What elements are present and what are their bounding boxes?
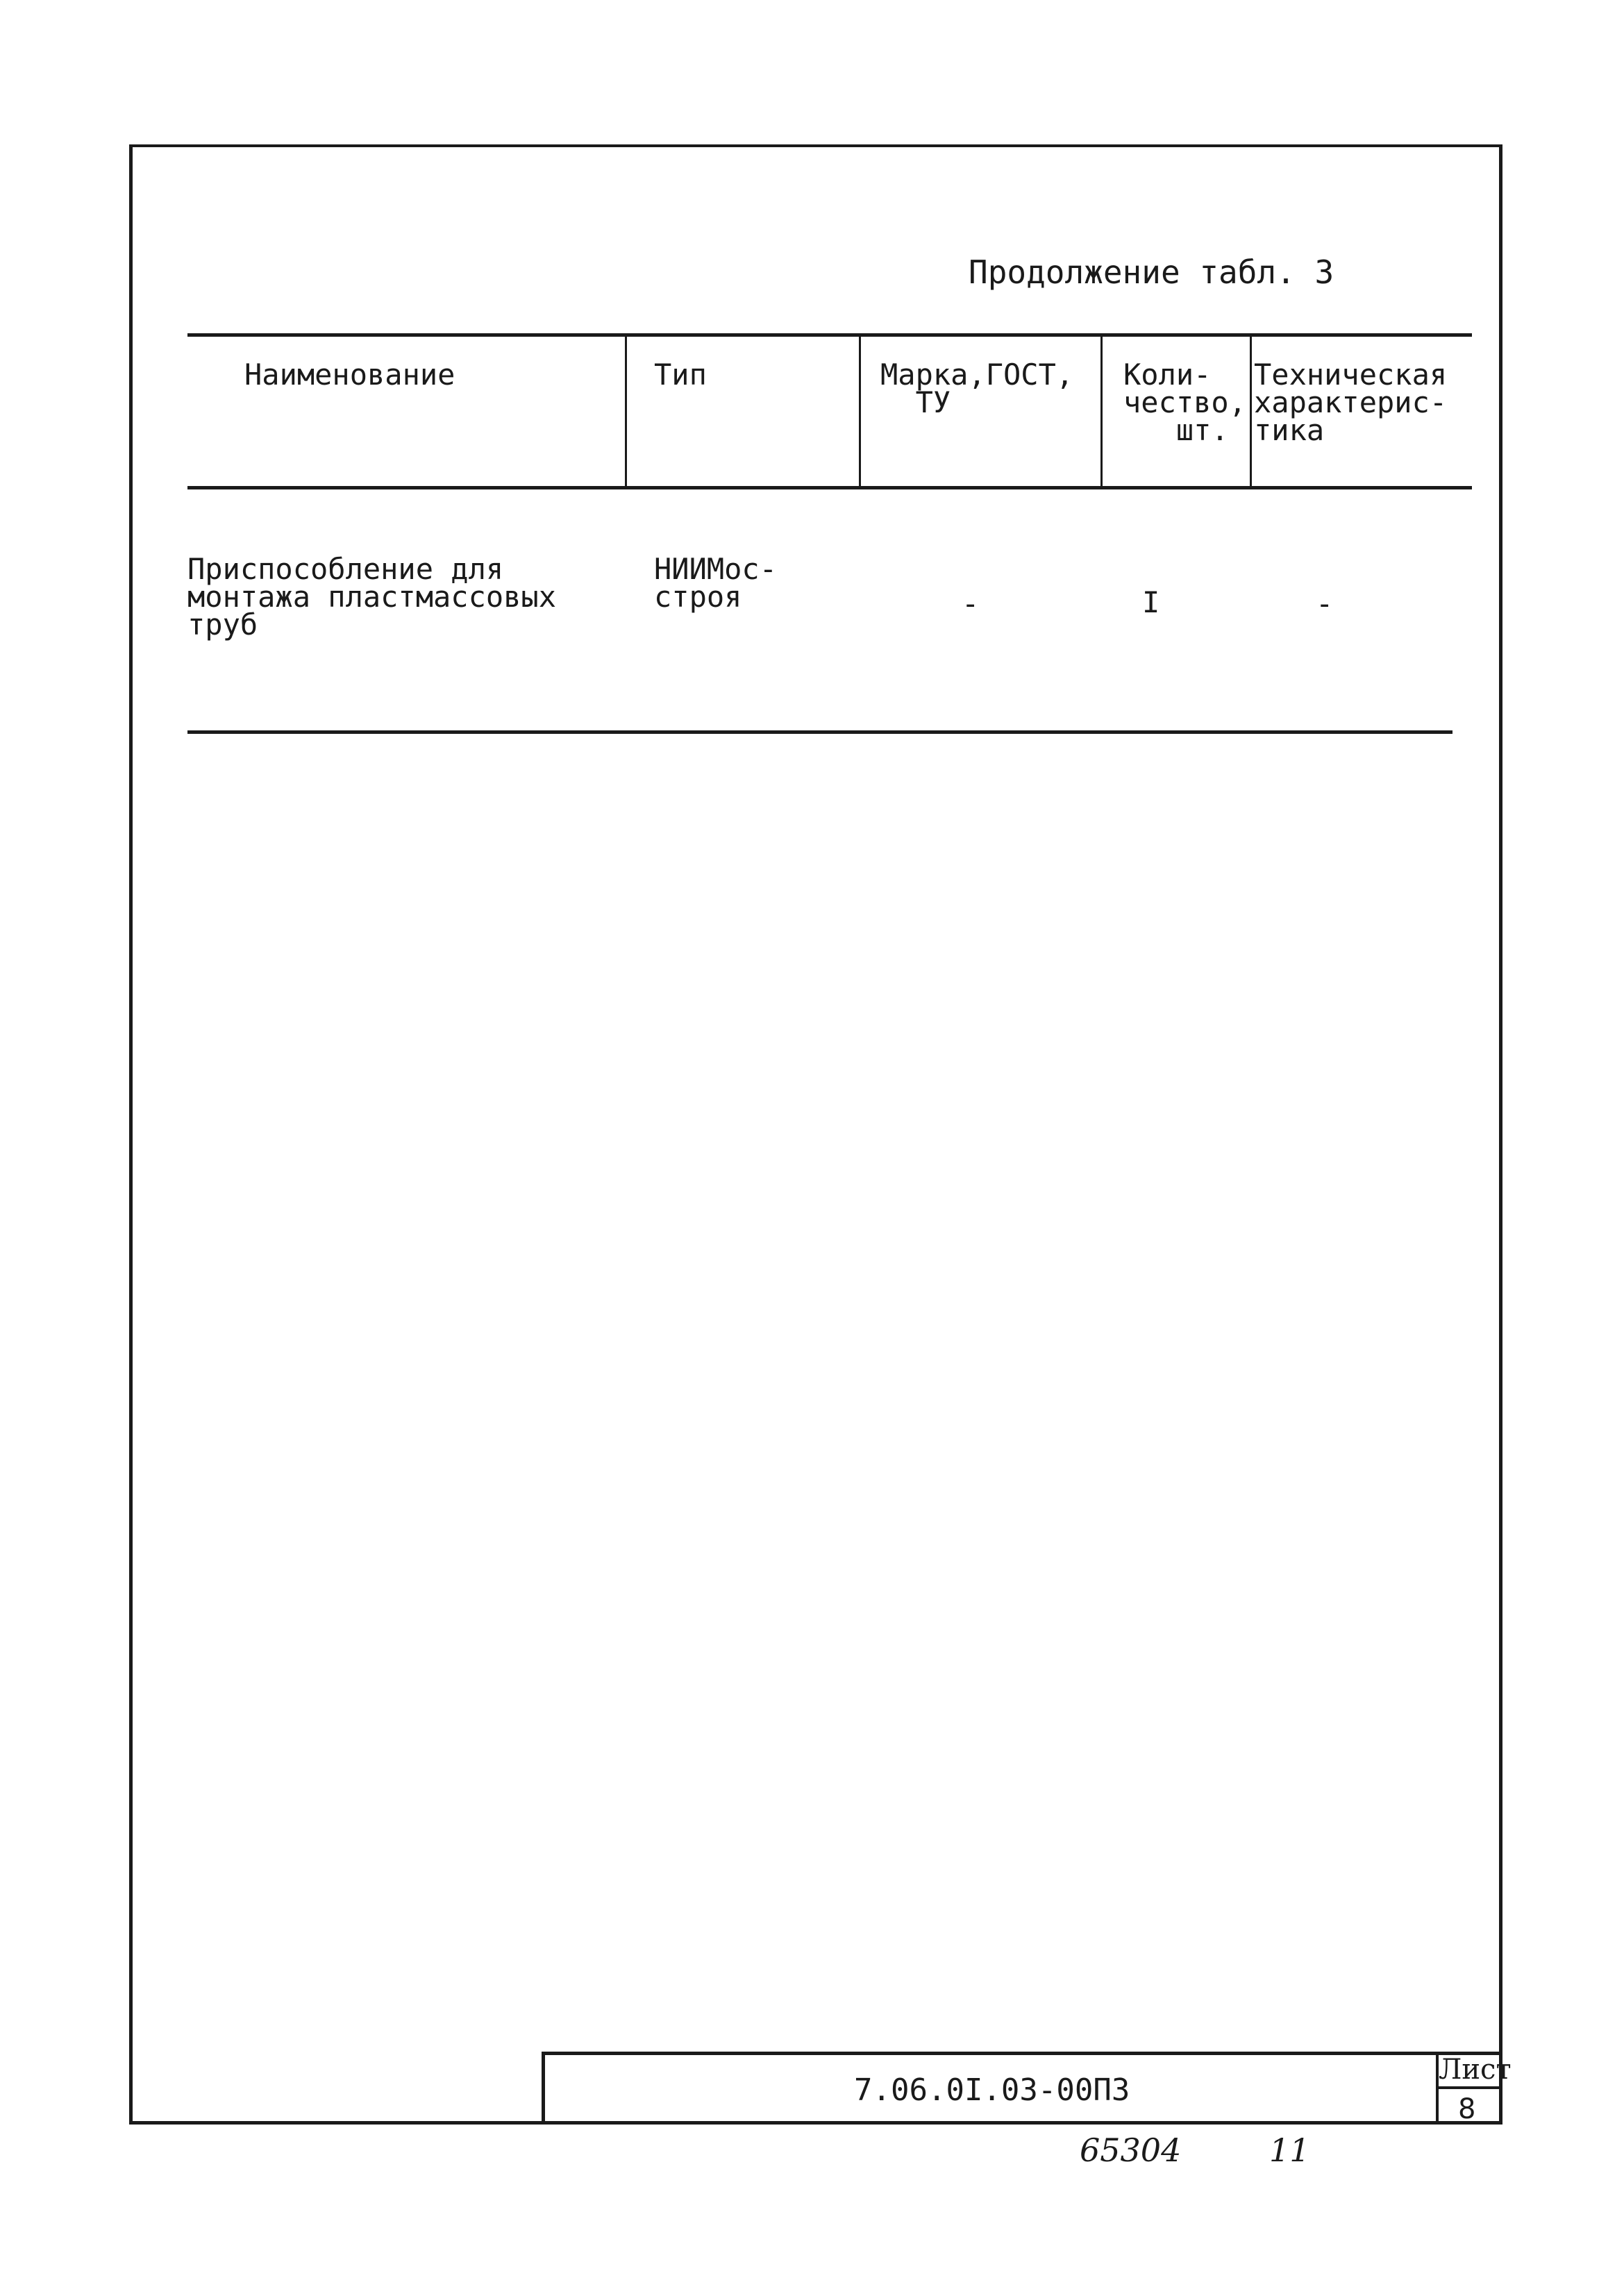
sheet-box-divider [1436,2086,1502,2089]
row-1-brand: - [962,587,980,621]
column-divider-1 [625,336,627,487]
handwritten-suffix: 11 [1269,2131,1310,2169]
document-code: 7.06.0I.03-00ПЗ [854,2072,1130,2108]
column-divider-3 [1100,336,1103,487]
handwritten-number: 65304 [1080,2131,1182,2169]
row-1-quantity: I [1142,585,1160,619]
sheet-label: Лист [1439,2054,1512,2086]
continuation-label: Продолжение табл. 3 [969,253,1334,291]
table-header-rule [187,486,1472,489]
table-bottom-rule [187,730,1453,734]
sheet-number: 8 [1458,2093,1476,2125]
header-brand: Марка,ГОСТ, ТУ [880,358,1074,419]
header-name: Наименование [244,358,455,392]
header-type: Тип [654,358,707,392]
row-1-type: НИИМос- строя [654,552,778,614]
header-characteristic: Техническая характерис- тика [1254,358,1448,447]
row-1-characteristic: - [1316,587,1334,621]
table-top-rule [187,333,1472,337]
row-1-name: Приспособление для монтажа пластмассовых труб [187,552,557,642]
header-quantity: Коли- чество, шт. [1123,358,1247,447]
column-divider-4 [1250,336,1252,487]
column-divider-2 [859,336,861,487]
